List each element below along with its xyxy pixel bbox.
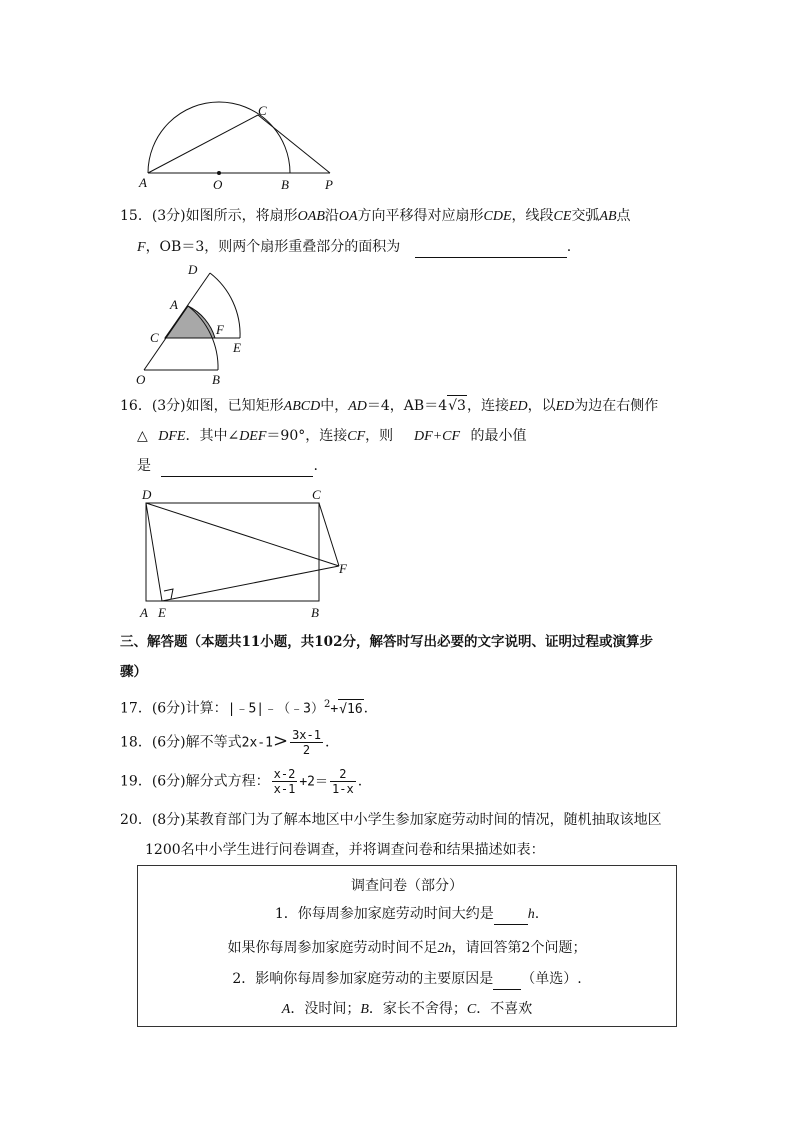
figure-q15 [130,262,260,392]
label-o: O [213,177,223,192]
arc-de [210,273,240,338]
label-b: B [281,177,289,192]
line-ac [148,115,258,173]
line-cf [319,503,339,566]
fraction-q18: $\frac{3x-1}{2}$ [292,728,321,757]
fraction-q19-rhs: $\frac{2}{1-x}$ [332,767,354,796]
q19: 19．(6分)解分式方程： $\frac{x-2}{x-1}$ +2＝ $\frac{2}{1-x}$ . [120,767,363,796]
q16-line1: 16．(3分)如图，已知矩形ABCD中，AD＝4，AB＝4√3，连接ED，以ED为边在右侧作 [120,395,658,417]
label-a: A [139,175,147,190]
label-a: A [170,297,178,312]
label-f: F [216,322,224,337]
figure-q14 [130,95,350,195]
q17: 17．(6分)计算：|﹣5|﹣（﹣3）$^2$+√16. [120,695,368,720]
label-e: E [233,340,241,355]
label-b: B [212,372,220,387]
survey-q1: 1．你每周参加家庭劳动时间大约是 h. [138,904,676,925]
label-c: C [150,330,159,345]
label-b: B [311,605,319,620]
label-c: C [312,487,321,502]
figure-q16 [135,485,365,625]
q20-line2: 1200名中小学生进行问卷调查，并将调查问卷和结果描述如表： [145,842,545,858]
label-p: P [325,177,333,192]
q16-line2: △ DFE．其中∠DEF＝90°，连接CF，则 DF+CF 的最小值 [137,428,527,444]
q20-line1: 20．(8分)某教育部门为了解本地区中小学生参加家庭劳动时间的情况，随机抽取该地区 [120,812,662,828]
label-d: D [142,487,152,502]
sqrt-16: √16 [338,699,363,720]
rectangle-abcd [146,503,319,601]
semicircle-arc [148,102,290,173]
label-o: O [136,372,146,387]
line-de [146,503,162,601]
label-d: D [188,262,198,277]
q18: 18．(6分)解不等式2x-1> $\frac{3x-1}{2}$ . [120,728,330,757]
survey-options: A．没时间；B．家长不舍得；C．不喜欢 [281,1001,533,1017]
line-ef [162,566,339,601]
q16-line3: 是 . [137,456,318,477]
sqrt-3: √3 [447,395,467,416]
survey-box [137,865,677,1027]
section3-heading-line2: 骤） [120,664,147,680]
right-angle-mark [164,589,173,599]
survey-blank-1[interactable] [494,904,528,925]
section3-heading-line1: 三、解答题（本题共11小题，共102分，解答时写出必要的文字说明、证明过程或演算步 [120,634,653,650]
label-a: A [140,605,148,620]
center-dot [217,171,221,175]
line-df [146,503,339,566]
survey-title: 调查问卷（部分） [351,878,463,894]
answer-blank-q16[interactable] [161,456,313,477]
q15-line1: 15．(3分)如图所示，将扇形OAB沿OA方向平移得对应扇形CDE，线段CE交弧AB点 [120,208,631,224]
q15-line2: F，OB＝3，则两个扇形重叠部分的面积为 . [137,237,571,258]
label-f: F [339,561,347,576]
fraction-q19-lhs: $\frac{x-2}{x-1}$ [273,767,296,796]
survey-condition: 如果你每周参加家庭劳动时间不足2h，请回答第2个问题； [227,940,587,956]
label-e: E [158,605,166,620]
label-c: C [258,103,267,118]
survey-blank-2[interactable] [493,969,521,990]
answer-blank-q15[interactable] [415,237,567,258]
survey-q2: 2．影响你每周参加家庭劳动的主要原因是 （单选）. [138,969,676,990]
line-cp [258,115,330,173]
